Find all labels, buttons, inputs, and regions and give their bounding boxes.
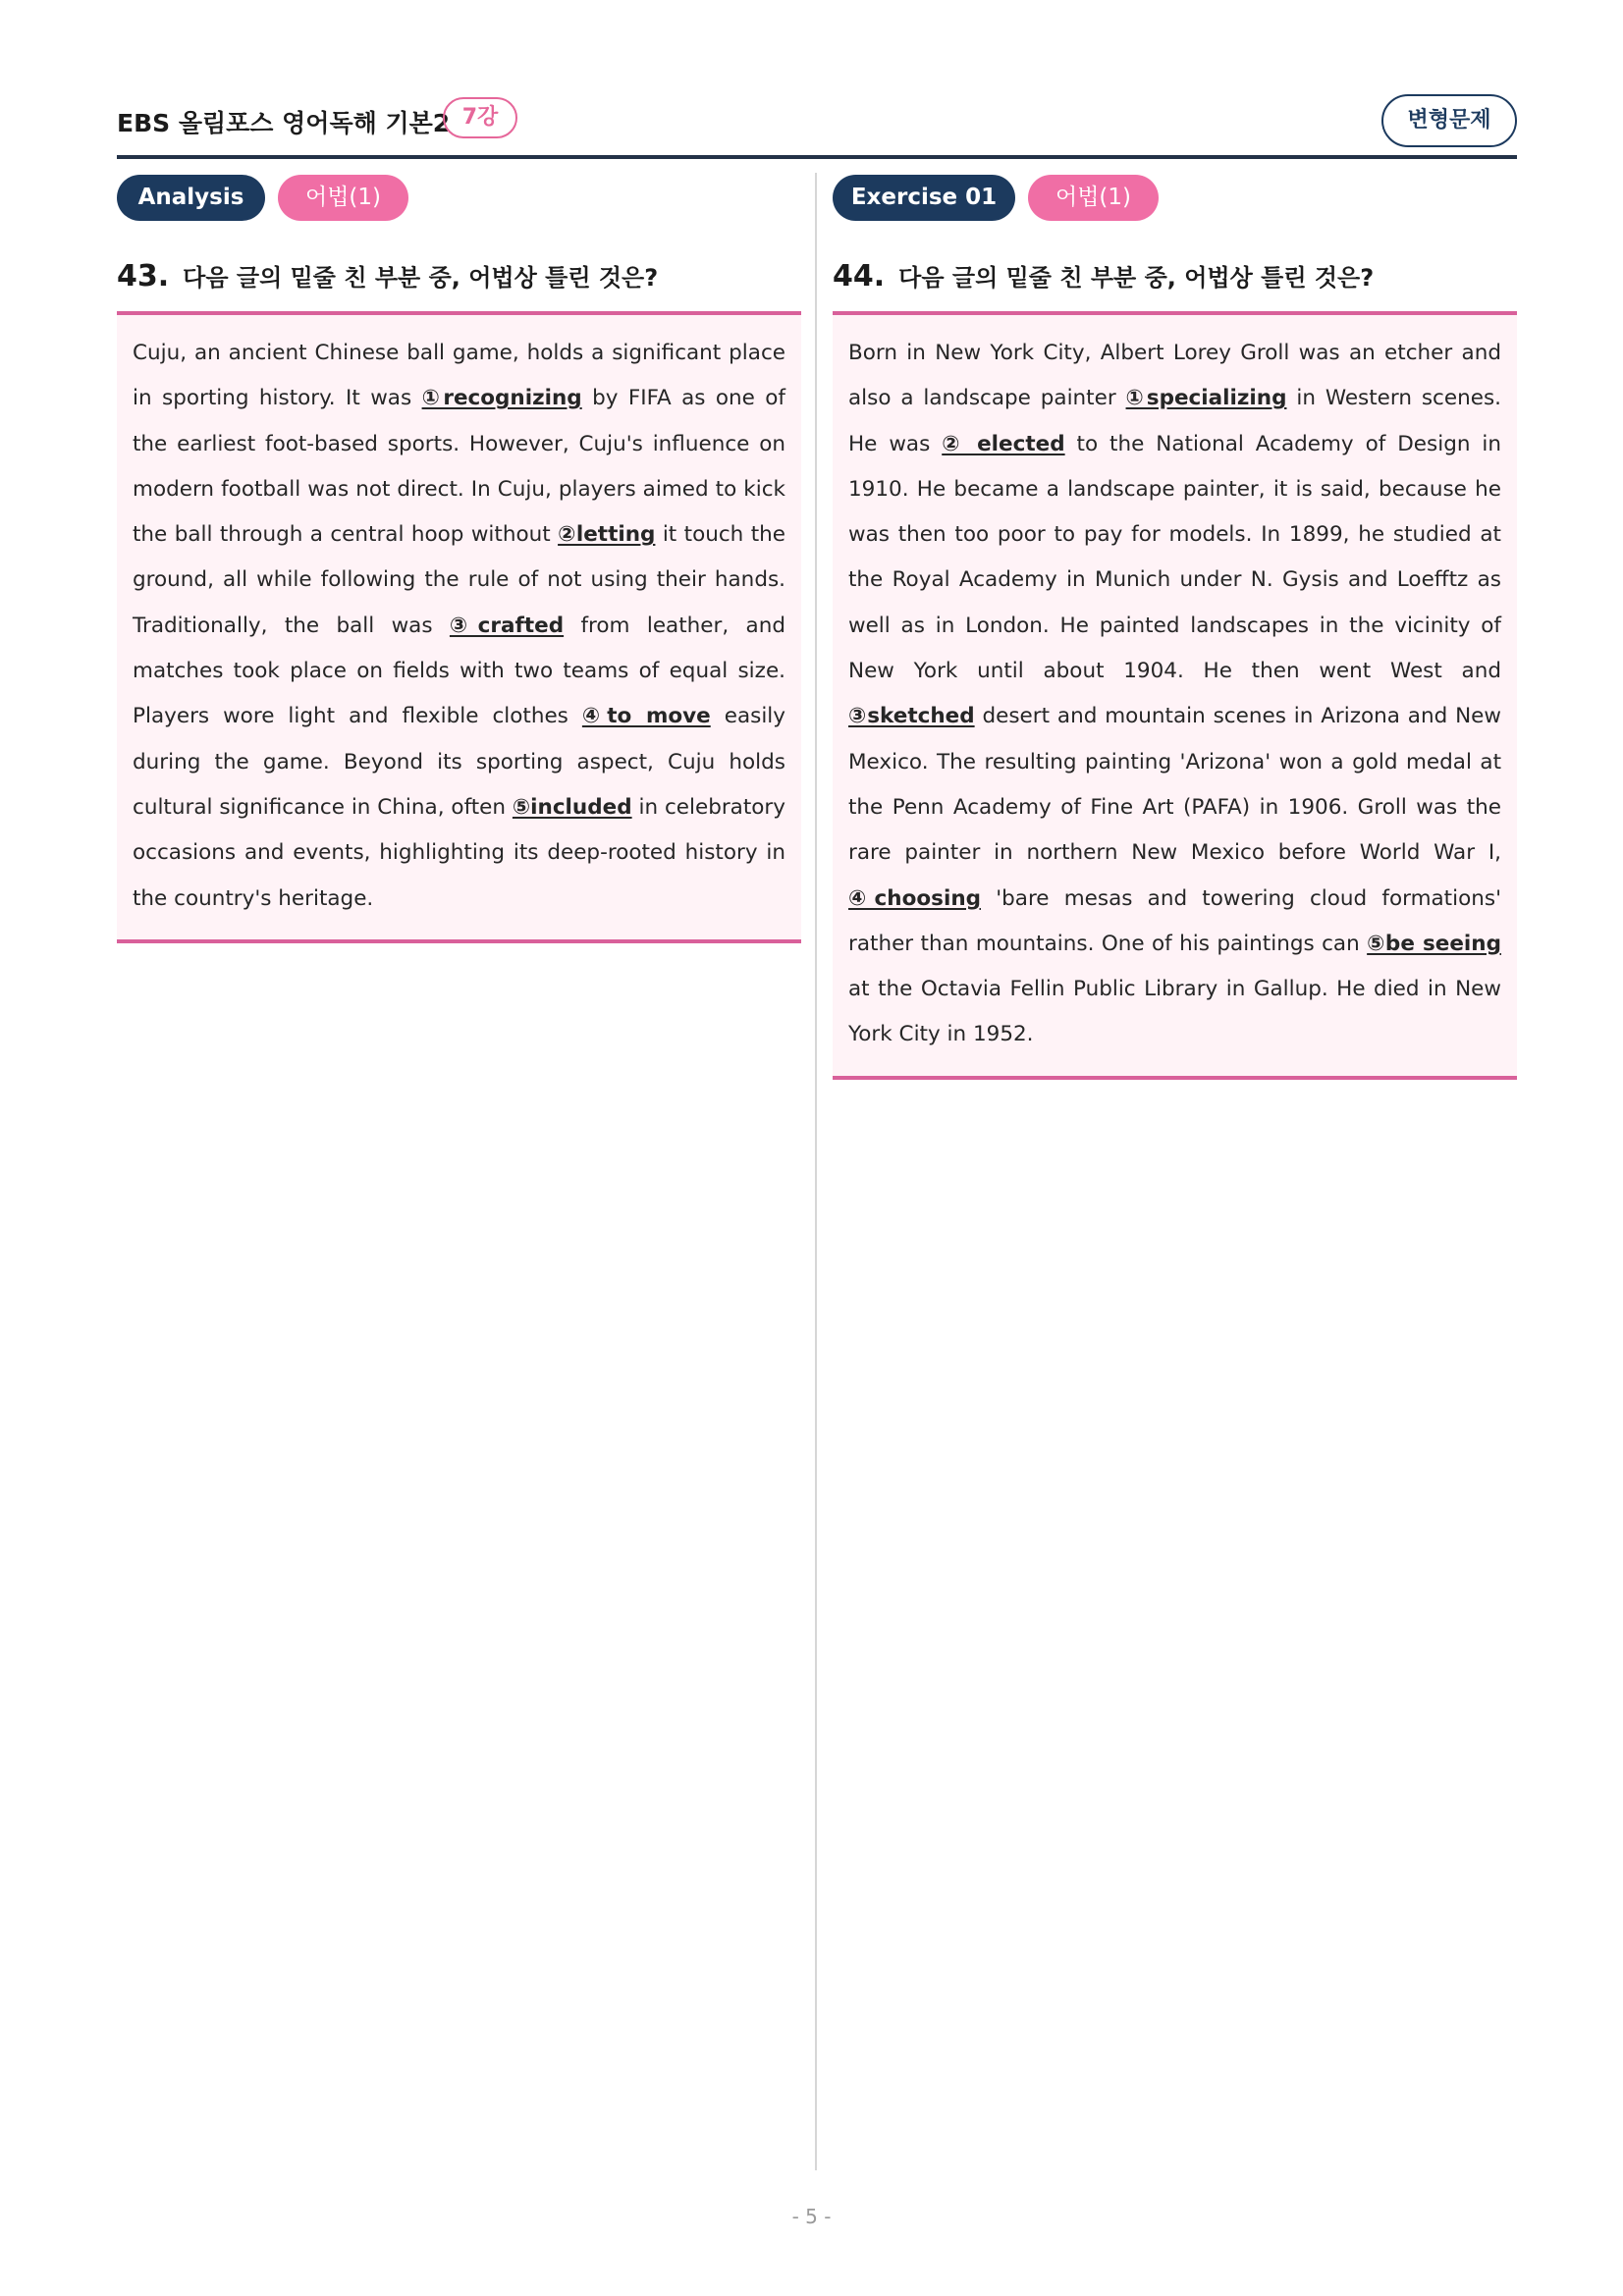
passage-segment: in Western scenes. He was [848, 386, 1501, 456]
question-text: 다음 글의 밑줄 친 부분 중, 어법상 틀린 것은? [898, 264, 1375, 292]
passage-segment: in celebratory occasions and events, highlighting its deep-rooted history in the country's heritage. [133, 794, 785, 911]
page-header [117, 94, 1517, 153]
passage-segment: to the National Academy of Design in 1910. He became a landscape painter, it is said, because he was then too poor to pay for models. In 1899, he studied at the Royal Academy in Munich under N. Gysis and Loefftz as well as in London. He painted landscapes in the vicinity of New York until about 1904. He then went West and [848, 431, 1501, 684]
underlined-option-1: ①specializing [1125, 386, 1287, 411]
underlined-option-2: ②letting [558, 522, 656, 548]
exercise-tag: Exercise 01 [833, 175, 1015, 221]
passage-segment: 'bare mesas and towering cloud formations' rather than mountains. One of his paintings can [848, 885, 1501, 956]
underlined-option-1: ①recognizing [421, 386, 582, 411]
question-44 [833, 258, 1517, 297]
underlined-option-5: ⑤included [512, 794, 632, 820]
passage-segment: easily during the game. Beyond its sporting aspect, Cuju holds cultural significance in China, often [133, 704, 786, 820]
underlined-option-5: ⑤be seeing [1367, 931, 1501, 956]
passage-text [848, 331, 1501, 1058]
question-number: 44. [833, 259, 886, 294]
right-column [833, 175, 1517, 1080]
left-column [117, 175, 801, 943]
passage-segment: it touch the ground, all while following the rule of not using their hands. Traditionally, the ball was [133, 522, 785, 638]
underlined-option-3: ③sketched [848, 704, 975, 729]
underlined-option-2: ② elected [942, 431, 1065, 456]
grammar-tag: 어법(1) [1028, 175, 1159, 221]
passage-box [117, 311, 801, 943]
grammar-tag: 어법(1) [278, 175, 408, 221]
passage-text [133, 331, 785, 922]
underlined-option-4: ④to move [581, 704, 711, 729]
passage-segment: desert and mountain scenes in Arizona and New Mexico. The resulting painting 'Arizona' won a gold medal at the Penn Academy of Fine Art (PAFA) in 1906. Groll was the rare painter in northern New Mexico before World War I, [848, 704, 1501, 866]
question-text: 다음 글의 밑줄 친 부분 중, 어법상 틀린 것은? [183, 264, 659, 292]
book-title: EBS 올림포스 영어독해 기본2 [117, 109, 451, 137]
left-tags [117, 175, 801, 222]
passage-segment: by FIFA as one of the earliest foot-based sports. However, Cuju's influence on modern football was not direct. In Cuju, players aimed to kick the ball through a central hoop without [133, 386, 785, 548]
analysis-tag: Analysis [117, 175, 265, 221]
underlined-option-3: ③crafted [449, 613, 565, 638]
page-number: - 5 - [791, 2205, 832, 2228]
passage-segment: at the Octavia Fellin Public Library in Gallup. He died in New York City in 1952. [848, 977, 1501, 1047]
lesson-badge: 7강 [443, 97, 517, 138]
passage-segment: Born in New York City, Albert Lorey Groll was an etcher and also a landscape painter [848, 341, 1501, 411]
right-tags [833, 175, 1517, 222]
variant-badge: 변형문제 [1381, 94, 1517, 147]
question-43 [117, 258, 801, 297]
passage-segment: Cuju, an ancient Chinese ball game, holds a significant place in sporting history. It was [133, 341, 785, 411]
question-number: 43. [117, 259, 170, 294]
passage-box [833, 311, 1517, 1080]
underlined-option-4: ④choosing [848, 885, 982, 911]
column-divider [815, 173, 817, 2170]
header-divider [117, 155, 1517, 159]
passage-segment: from leather, and matches took place on fields with two teams of equal size. Players wore light and flexible clothes [133, 613, 785, 729]
